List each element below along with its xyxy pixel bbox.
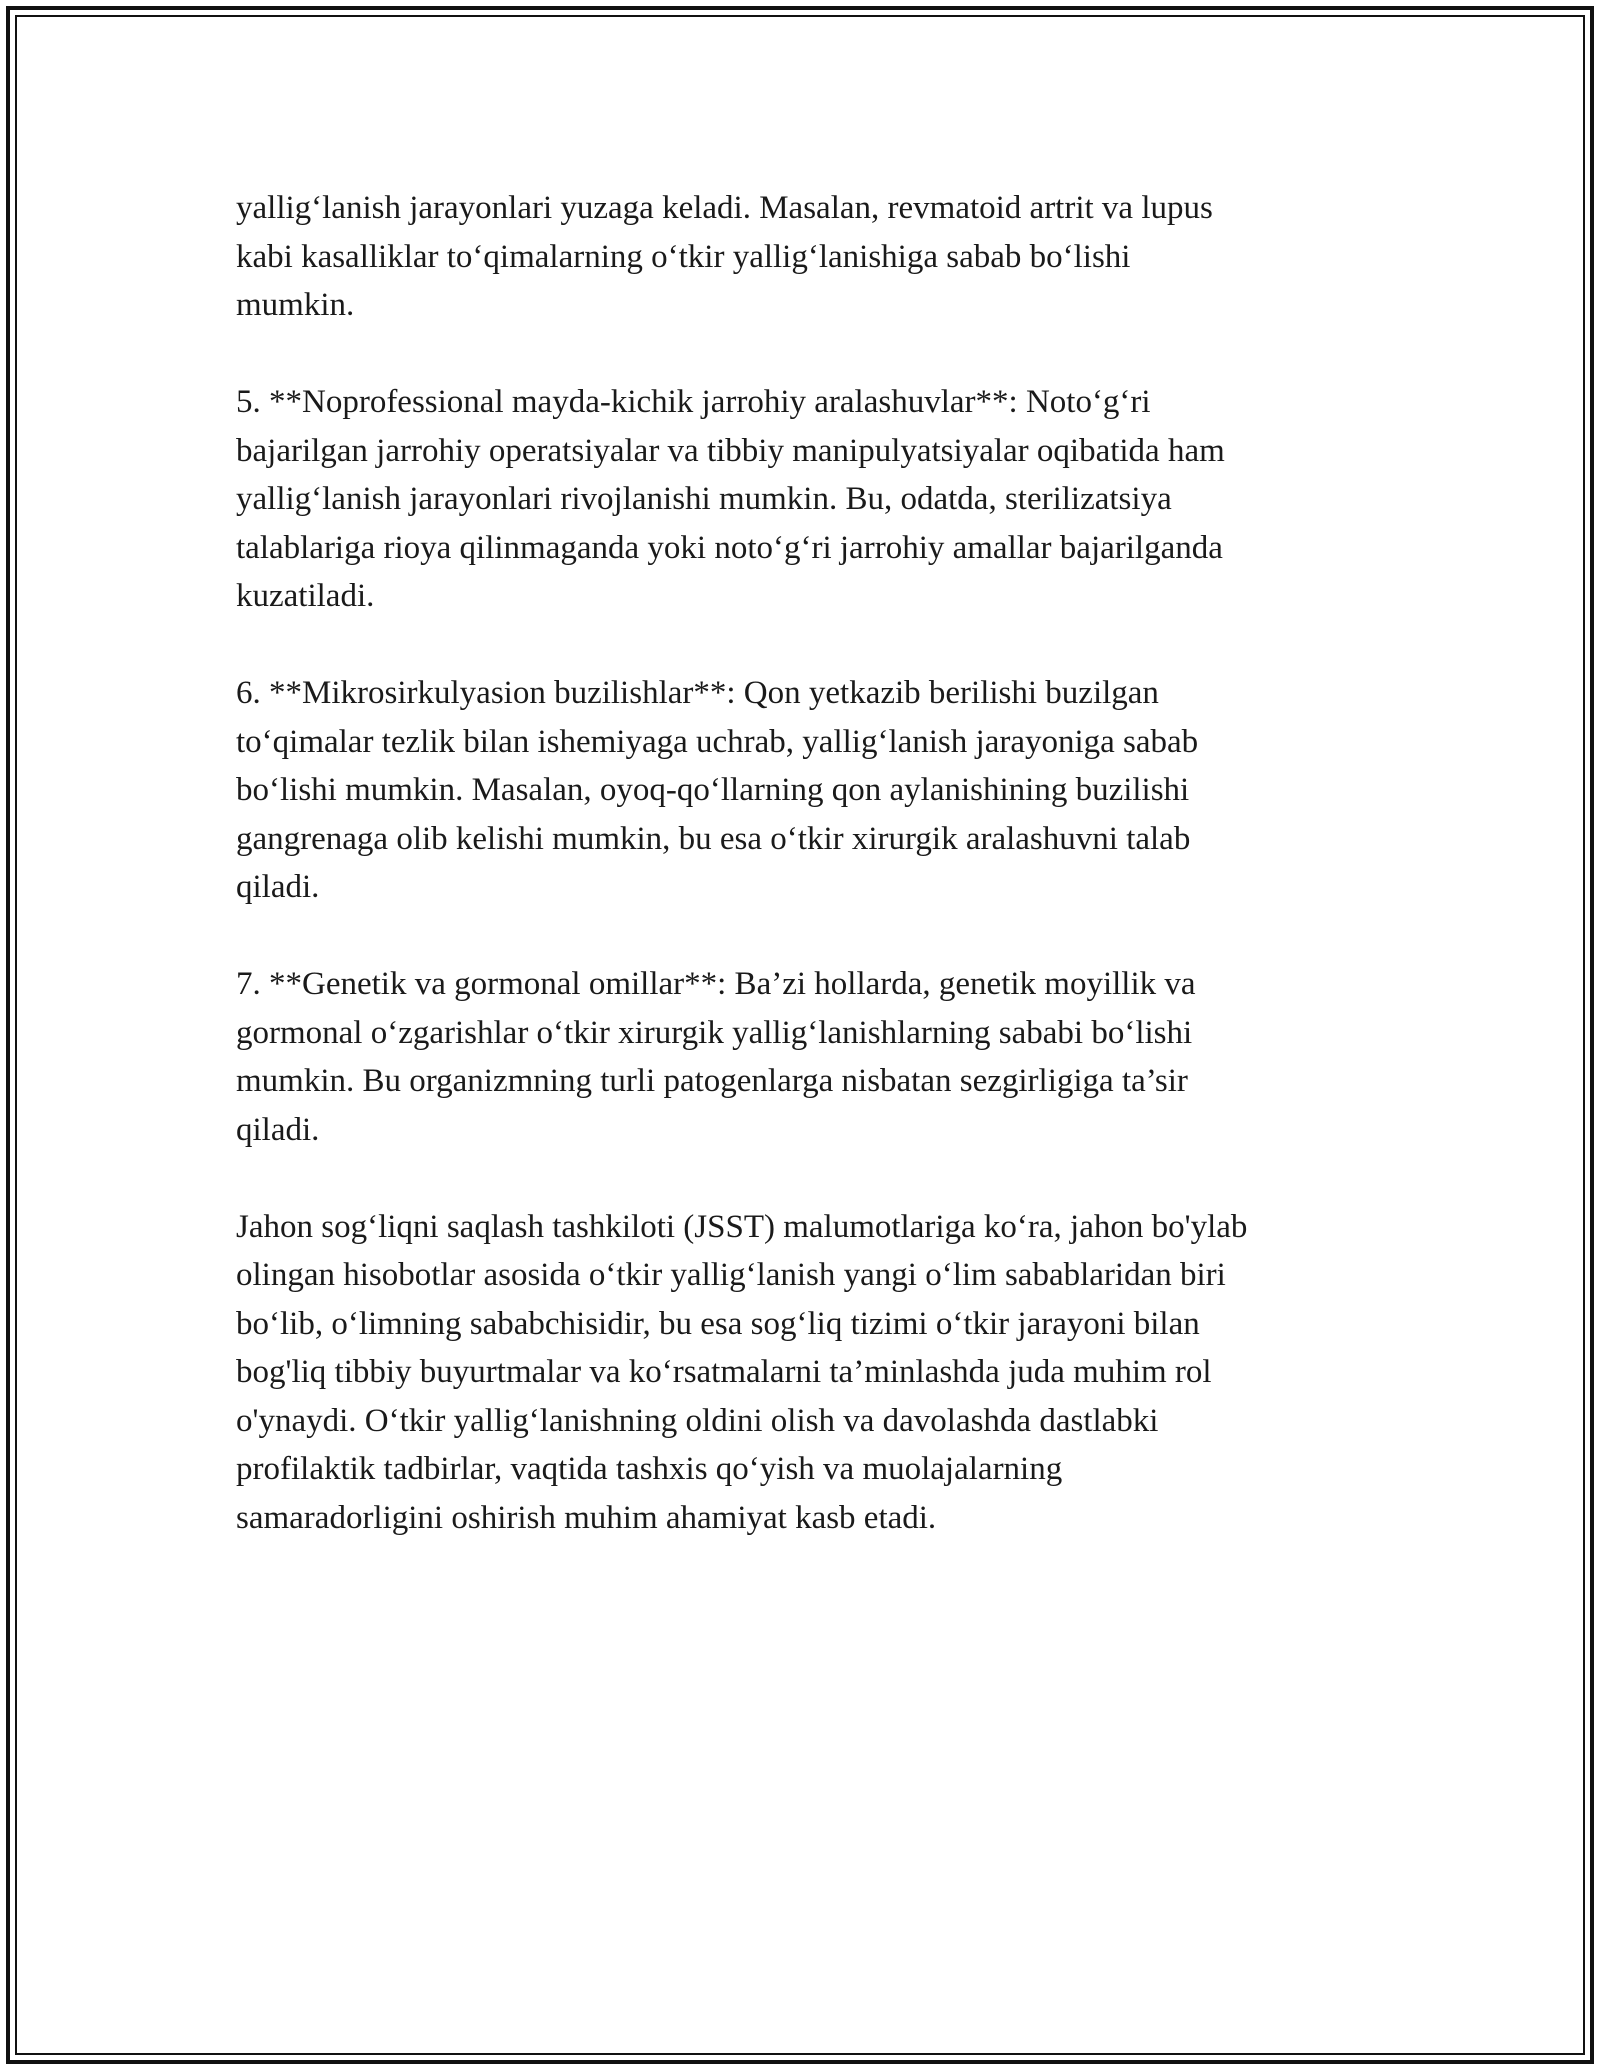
paragraph-item-6: 6. **Mikrosirkulyasion buzilishlar**: Qon yetkazib berilishi buzilgan to‘qimalar tezlik bilan ishemiyaga uchrab, yallig‘lanish jarayoniga sabab bo‘lishi mumkin. Masalan, oyoq-qo‘llarning qon aylanishining buzilishi gangrenaga olib kelishi mumkin, bu esa o‘tkir xirurgik aralashuvni talab qiladi.	[236, 675, 1199, 905]
paragraph-item-7: 7. **Genetik va gormonal omillar**: Ba’zi hollarda, genetik moyillik va gormonal o‘zgarishlar o‘tkir xirurgik yallig‘lanishlarning sababi bo‘lishi mumkin. Bu organizmning turli patogenlarga nisbatan sezgirligiga ta’sir qiladi.	[236, 966, 1196, 1148]
document-body	[236, 184, 1396, 1542]
paragraph-conclusion: Jahon sog‘liqni saqlash tashkiloti (JSST) malumotlariga ko‘ra, jahon bo'ylab olingan hisobotlar asosida o‘tkir yallig‘lanish yangi o‘lim sabablaridan biri bo‘lib, o‘limning sababchisidir, bu esa sog‘liq tizimi o‘tkir jarayoni bilan bog'liq tibbiy buyurtmalar va ko‘rsatmalarni ta’minlashda juda muhim rol o'ynaydi. O‘tkir yallig‘lanishning oldini olish va davolashda dastlabki profilaktik tadbirlar, vaqtida tashxis qo‘yish va muolajalarning samaradorligini oshirish muhim ahamiyat kasb etadi.	[236, 1208, 1248, 1536]
paragraph-item-5: 5. **Noprofessional mayda-kichik jarrohiy aralashuvlar**: Noto‘g‘ri bajarilgan jarrohiy operatsiyalar va tibbiy manipulyatsiyalar oqibatida ham yallig‘lanish jarayonlari rivojlanishi mumkin. Bu, odatda, sterilizatsiya talablariga rioya qilinmaganda yoki noto‘g‘ri jarrohiy amallar bajarilganda kuzatiladi.	[236, 384, 1225, 614]
paragraph-continuation: yallig‘lanish jarayonlari yuzaga keladi. Masalan, revmatoid artrit va lupus kabi kasalliklar to‘qimalarning o‘tkir yallig‘lanishiga sabab bo‘lishi mumkin.	[236, 190, 1213, 323]
